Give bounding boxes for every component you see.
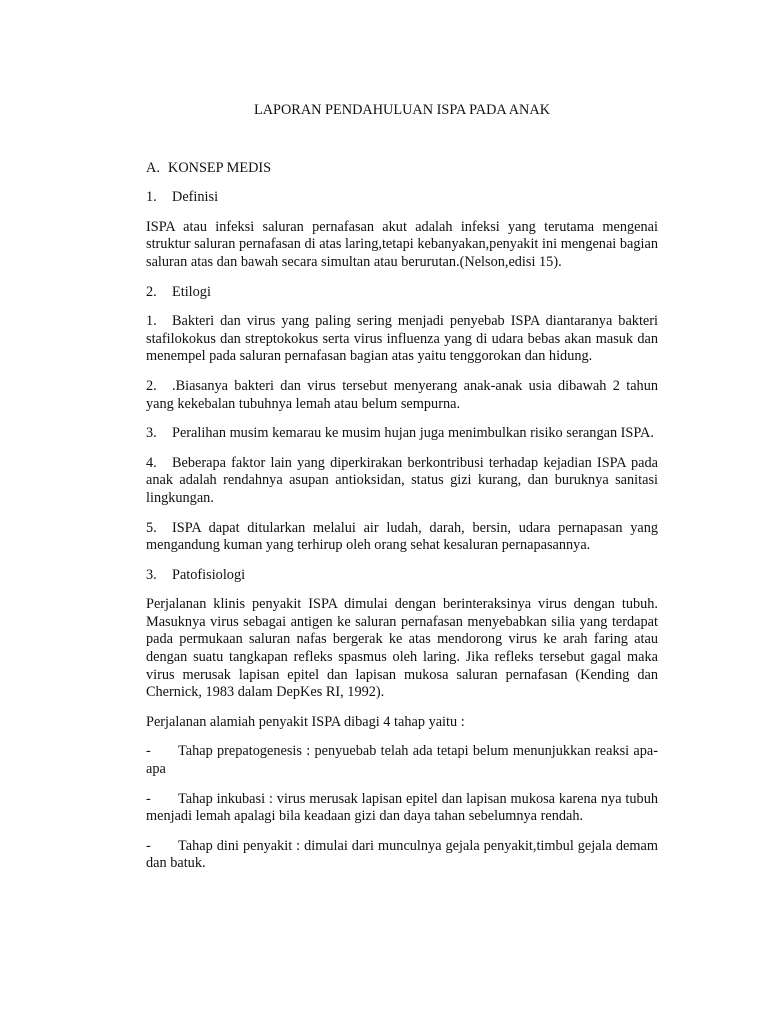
document-title: LAPORAN PENDAHULUAN ISPA PADA ANAK: [253, 102, 551, 118]
stage-item-text: Tahap prepatogenesis : penyuebab telah ada tetapi belum menunjukkan reaksi apa-apa: [146, 743, 658, 778]
definisi-heading: [146, 189, 658, 207]
etilogi-item-4: [146, 455, 658, 508]
stage-item-marker: -: [146, 790, 151, 807]
definisi-paragraph: ISPA atau infeksi saluran pernafasan akut adalah infeksi yang terutama mengenai struktur saluran pernafasan di atas laring,tetapi kebanyakan,penyakit ini mengenai bagian saluran atas dan bawah secara simultan atau berurutan.(Nelson,edisi 15).: [146, 218, 658, 270]
etilogi-item-marker: 3.: [146, 425, 157, 442]
patofisiologi-marker: 3.: [146, 566, 157, 583]
stages-intro: Perjalanan alamiah penyakit ISPA dibagi 4 tahap yaitu :: [146, 713, 465, 730]
stage-item-text: Tahap inkubasi : virus merusak lapisan epitel dan lapisan mukosa karena nya tubuh menjadi lemah apalagi bila keadaan gizi dan daya tahan sebelumnya rendah.: [146, 790, 658, 825]
etilogi-item-marker: 4.: [146, 454, 157, 471]
etilogi-item-text: Bakteri dan virus yang paling sering menjadi penyebab ISPA diantaranya bakteri stafilokokus dan streptokokus serta virus influenza yang di udara bebas akan masuk dan menempel pada saluran pernafasan bagian atas yaitu tenggorokan dan hidung.: [146, 313, 658, 365]
stage-item-marker: -: [146, 837, 151, 854]
etilogi-item-text: ISPA dapat ditularkan melalui air ludah, darah, bersin, udara pernapasan yang mengandung kuman yang terhirup oleh orang sehat kesaluran pernapasannya.: [146, 519, 658, 554]
definisi-label: Definisi: [172, 189, 219, 206]
patofisiologi-label: Patofisiologi: [172, 566, 246, 583]
stage-item-3: [146, 838, 658, 873]
patofisiologi-paragraph: Perjalanan klinis penyakit ISPA dimulai dengan berinteraksinya virus dengan tubuh. Masuknya virus sebagai antigen ke saluran pernafasan menyebabkan silia yang terdapat pada permukaan saluran nafas bergerak ke atas mendorong virus ke arah faring atau dengan suatu tangkapan refleks spasmus oleh laring. Jika refleks tersebut gagal maka virus merusak lapisan epitel dan lapisan mukosa saluran pernafasan (Kending dan Chernick, 1983 dalam DepKes RI, 1992).: [146, 596, 658, 701]
etilogi-item-marker: 5.: [146, 519, 157, 536]
etilogi-heading: [146, 284, 658, 302]
patofisiologi-heading: [146, 567, 658, 585]
stage-item-text: Tahap dini penyakit : dimulai dari munculnya gejala penyakit,timbul gejala demam dan batuk.: [146, 837, 658, 872]
etilogi-item-text: .Biasanya bakteri dan virus tersebut menyerang anak-anak usia dibawah 2 tahun yang kekebalan tubuhnya lemah atau belum sempurna.: [146, 377, 658, 412]
stage-item-2: [146, 791, 658, 826]
document-page: [146, 102, 658, 885]
etilogi-item-5: [146, 520, 658, 555]
etilogi-label: Etilogi: [172, 283, 211, 300]
etilogi-item-text: Beberapa faktor lain yang diperkirakan berkontribusi terhadap kejadian ISPA pada anak adalah rendahnya asupan antioksidan, status gizi kurang, dan buruknya sanitasi lingkungan.: [146, 454, 658, 506]
etilogi-item-1: [146, 313, 658, 366]
etilogi-item-text: Peralihan musim kemarau ke musim hujan juga menimbulkan risiko serangan ISPA.: [172, 425, 654, 442]
stage-item-marker: -: [146, 743, 151, 760]
section-a-label: KONSEP MEDIS: [168, 159, 272, 176]
stage-item-1: [146, 743, 658, 778]
section-a-marker: A.: [146, 159, 160, 176]
etilogi-item-2: [146, 378, 658, 413]
etilogi-item-marker: 1.: [146, 313, 157, 330]
etilogi-item-marker: 2.: [146, 377, 157, 394]
section-a-heading: [146, 160, 658, 178]
definisi-marker: 1.: [146, 189, 157, 206]
etilogi-item-3: [146, 425, 658, 443]
etilogi-marker: 2.: [146, 283, 157, 300]
